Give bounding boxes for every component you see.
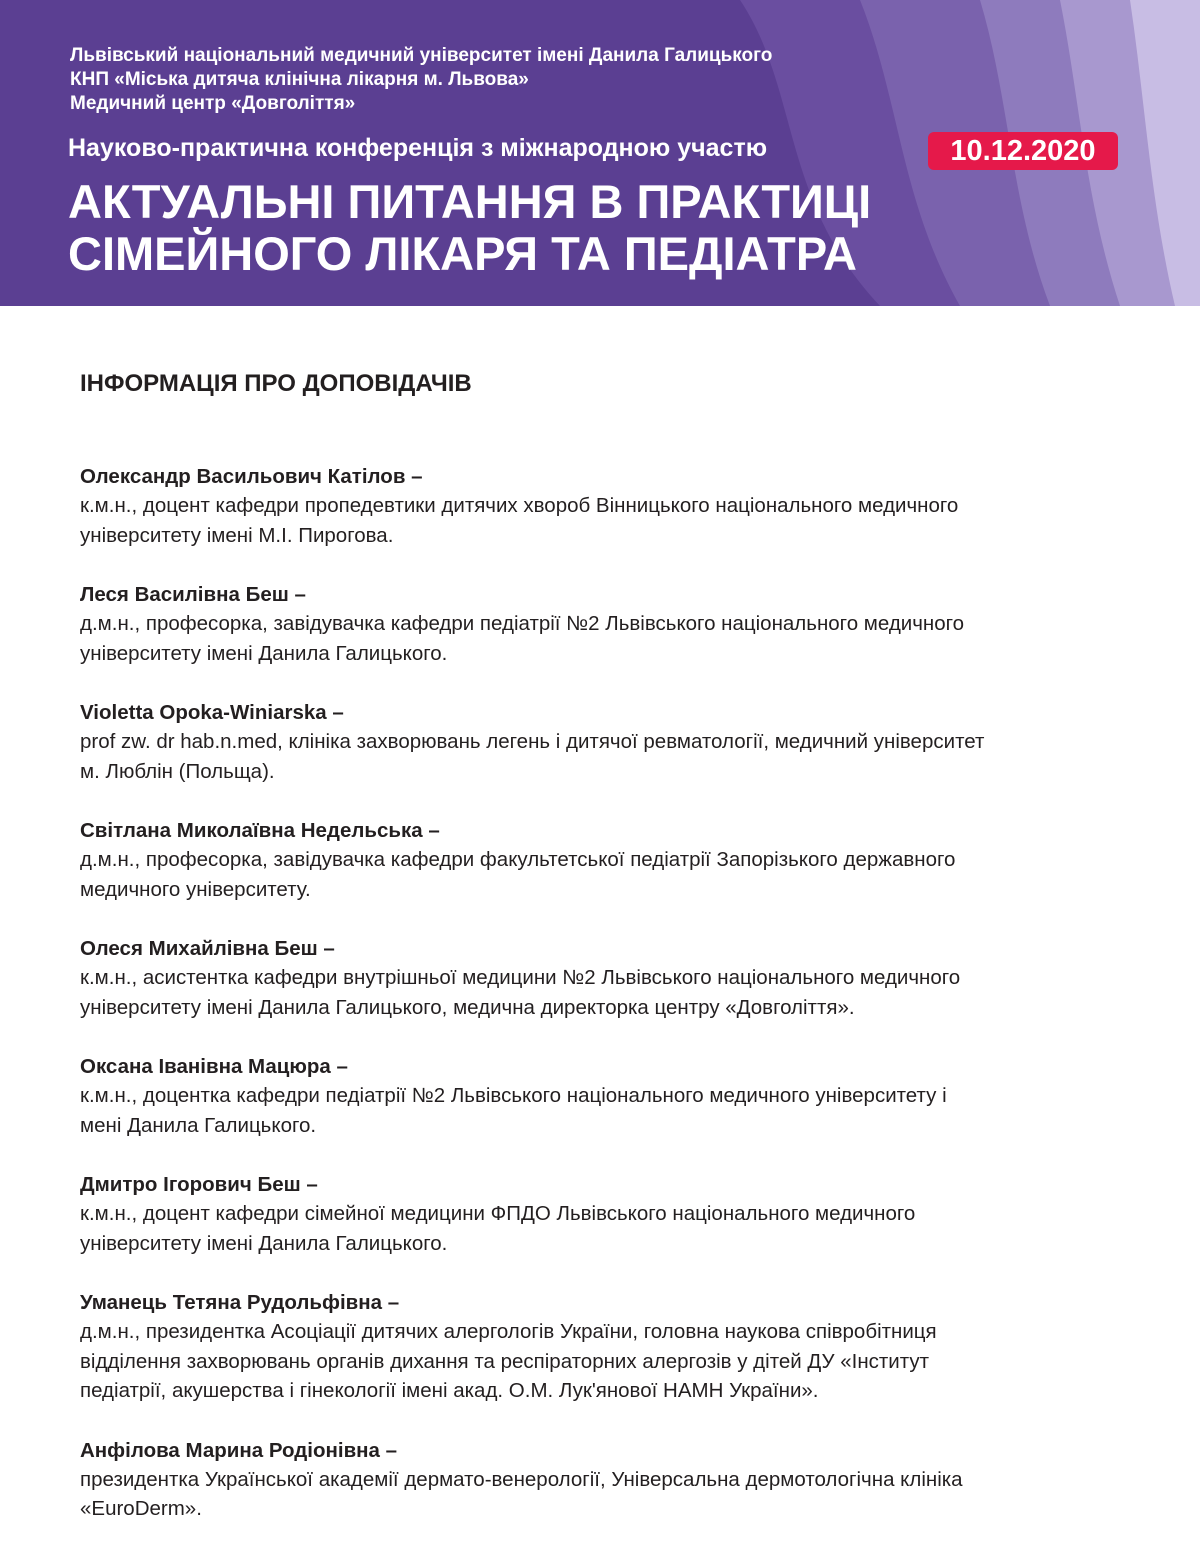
description-line: педіатрії, акушерства і гінекології імені акад. О.М. Лук'янової НАМН України».: [80, 1379, 819, 1402]
section-title: ІНФОРМАЦІЯ ПРО ДОПОВІДАЧІВ: [80, 370, 472, 397]
description-line: prof zw. dr hab.n.med, клініка захворювань легень і дитячої ревматології, медичний університет: [80, 730, 985, 753]
description-line: к.м.н., асистентка кафедри внутрішньої медицини №2 Львівського національного медичного: [80, 966, 961, 989]
description-line: університету імені Данила Галицького.: [80, 1231, 448, 1255]
description-line: к.м.н., доцентка кафедри педіатрії №2 Львівського національного медичного університету і: [80, 1084, 947, 1107]
speaker-description: [80, 1317, 1170, 1406]
speaker-entry: [80, 1436, 1170, 1524]
description-line: д.м.н., президентка Асоціації дитячих алергологів України, головна наукова співробітниця: [80, 1320, 937, 1343]
speaker-name: Оксана Іванівна Мацюра –: [80, 1055, 348, 1078]
description-line: університету імені М.І. Пирогова.: [80, 523, 394, 547]
speaker-entry: [80, 816, 1170, 904]
speaker-name: Олександр Васильович Катілов –: [80, 465, 423, 488]
description-line: м. Люблін (Польща).: [80, 759, 275, 783]
speaker-entry: [80, 1288, 1170, 1406]
title-line: АКТУАЛЬНІ ПИТАННЯ В ПРАКТИЦІ: [68, 175, 872, 228]
description-line: університету імені Данила Галицького.: [80, 641, 448, 665]
description-line: медичного університету.: [80, 877, 311, 901]
date-badge: 10.12.2020: [928, 132, 1118, 170]
speaker-description: [80, 845, 1170, 904]
speaker-name: Леся Василівна Беш –: [80, 583, 306, 606]
speaker-name: Олеся Михайлівна Беш –: [80, 937, 335, 960]
speaker-entry: [80, 1170, 1170, 1258]
speaker-entry: [80, 462, 1170, 550]
speaker-description: [80, 1081, 1170, 1140]
speaker-name: Дмитро Ігорович Беш –: [80, 1173, 318, 1196]
speaker-name: Анфілова Марина Родіонівна –: [80, 1438, 398, 1462]
speaker-entry: [80, 698, 1170, 786]
title-line: СІМЕЙНОГО ЛІКАРЯ ТА ПЕДІАТРА: [68, 227, 857, 280]
organizer-line: КНП «Міська дитяча клінічна лікарня м. Львова»: [70, 69, 529, 90]
speaker-description: [80, 963, 1170, 1022]
speaker-name: Violetta Opoka-Winiarska –: [80, 701, 344, 724]
speaker-name: Світлана Миколаївна Недельська –: [80, 819, 440, 842]
description-line: д.м.н., професорка, завідувачка кафедри факультетської педіатрії Запорізького державного: [80, 848, 956, 871]
description-line: відділення захворювань органів дихання та респіраторних алергозів у дітей ДУ «Інститут: [80, 1349, 929, 1373]
description-line: д.м.н., професорка, завідувачка кафедри педіатрії №2 Львівського національного медичного: [80, 612, 965, 635]
conference-subtitle: Науково-практична конференція з міжнародною участю: [68, 134, 768, 162]
speaker-description: [80, 727, 1170, 786]
organizers: [70, 44, 772, 116]
description-line: університету імені Данила Галицького, медична директорка центру «Довголіття».: [80, 995, 855, 1019]
header-banner: [0, 0, 1200, 306]
speaker-entry: [80, 1052, 1170, 1140]
organizer-line: Львівський національний медичний університет імені Данила Галицького: [70, 45, 773, 66]
description-line: президентка Української академії дермато-венерології, Універсальна дермотологічна клініка: [80, 1467, 963, 1491]
speaker-description: [80, 1199, 1170, 1258]
description-line: к.м.н., доцент кафедри сімейної медицини ФПДО Львівського національного медичного: [80, 1202, 916, 1225]
description-line: мені Данила Галицького.: [80, 1113, 317, 1137]
speaker-description: [80, 609, 1170, 668]
speaker-entry: [80, 580, 1170, 668]
speaker-name: Уманець Тетяна Рудольфівна –: [80, 1291, 400, 1314]
organizer-line: Медичний центр «Довголіття»: [70, 93, 356, 114]
description-line: к.м.н., доцент кафедри пропедевтики дитячих хвороб Вінницького національного медичного: [80, 494, 959, 517]
speaker-description: [80, 491, 1170, 550]
speaker-entry: [80, 934, 1170, 1022]
conference-title: [68, 176, 871, 280]
description-line: «EuroDerm».: [80, 1497, 202, 1520]
speaker-list: [80, 462, 1170, 1554]
